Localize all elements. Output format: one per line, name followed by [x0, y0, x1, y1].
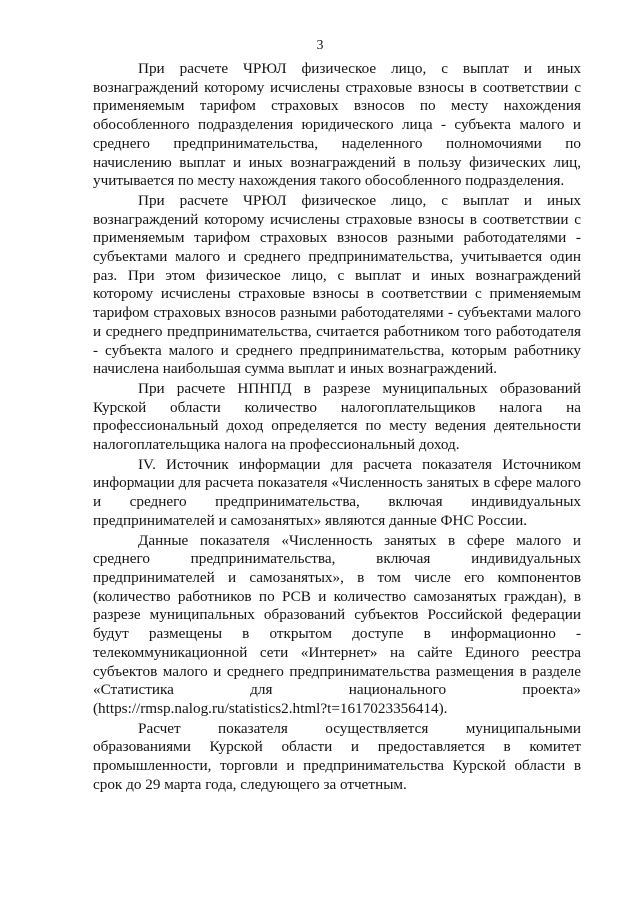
- paragraph-chryul-separate-division: При расчете ЧРЮЛ физическое лицо, с выплат и иных вознаграждений которому исчислены страховые взносы в соответствии с применяемым тарифом страховых взносов по месту нахождения обособленного подразделения юридического лица - субъекта малого и среднего предпринимательства, наделенного полномочиями по начислению выплат и иных вознаграждений в пользу физических лиц, учитывается по месту нахождения такого обособленного подразделения.: [93, 60, 581, 190]
- paragraph-chryul-multiple-employers: При расчете ЧРЮЛ физическое лицо, с выплат и иных вознаграждений которому исчислены страховые взносы в соответствии с применяемым тарифом страховых взносов разными работодателями - субъектами малого и среднего предпринимательства, учитывается один раз. При этом физическое лицо, с выплат и иных вознаграждений которому исчислены страховые взносы в соответствии с применяемым тарифом страховых взносов разными работодателями - субъектами малого и среднего предпринимательства, считается работником того работодателя - субъекта малого и среднего предпринимательства, которым работнику начислена наибольшая сумма выплат и иных вознаграждений.: [93, 191, 581, 378]
- paragraph-npnpd: При расчете НПНПД в разрезе муниципальных образований Курской области количество налогоплательщиков налога на профессиональный доход определяется по месту ведения деятельности налогоплательщика налога на профессиональный доход.: [93, 379, 581, 454]
- page-number: 3: [316, 38, 324, 53]
- paragraph-calculation-deadline: Расчет показателя осуществляется муниципальными образованиями Курской области и предоставляется в комитет промышленности, торговли и предпринимательства Курской области в срок до 29 марта года, следующего за отчетным.: [93, 719, 581, 793]
- document-body: [93, 60, 581, 794]
- paragraph-section-iv-source: IV. Источник информации для расчета показателя Источником информации для расчета показателя «Численность занятых в сфере малого и среднего предпринимательства, включая индивидуальных предпринимателей и самозанятых» являются данные ФНС России.: [93, 455, 581, 529]
- paragraph-data-publication: Данные показателя «Численность занятых в сфере малого и среднего предпринимательства, включая индивидуальных предпринимателей и самозанятых», в том числе его компонентов (количество работников по РСВ и количество самозанятых граждан), в разрезе муниципальных образований субъектов Российской федерации будут размещены в открытом доступе в информационно - телекоммуникационной сети «Интернет» на сайте Единого реестра субъектов малого и среднего предпринимательства размещения в разделе «Статистика для национального проекта» (https://rmsp.nalog.ru/statistics2.html?t=1617023356414).: [93, 531, 581, 717]
